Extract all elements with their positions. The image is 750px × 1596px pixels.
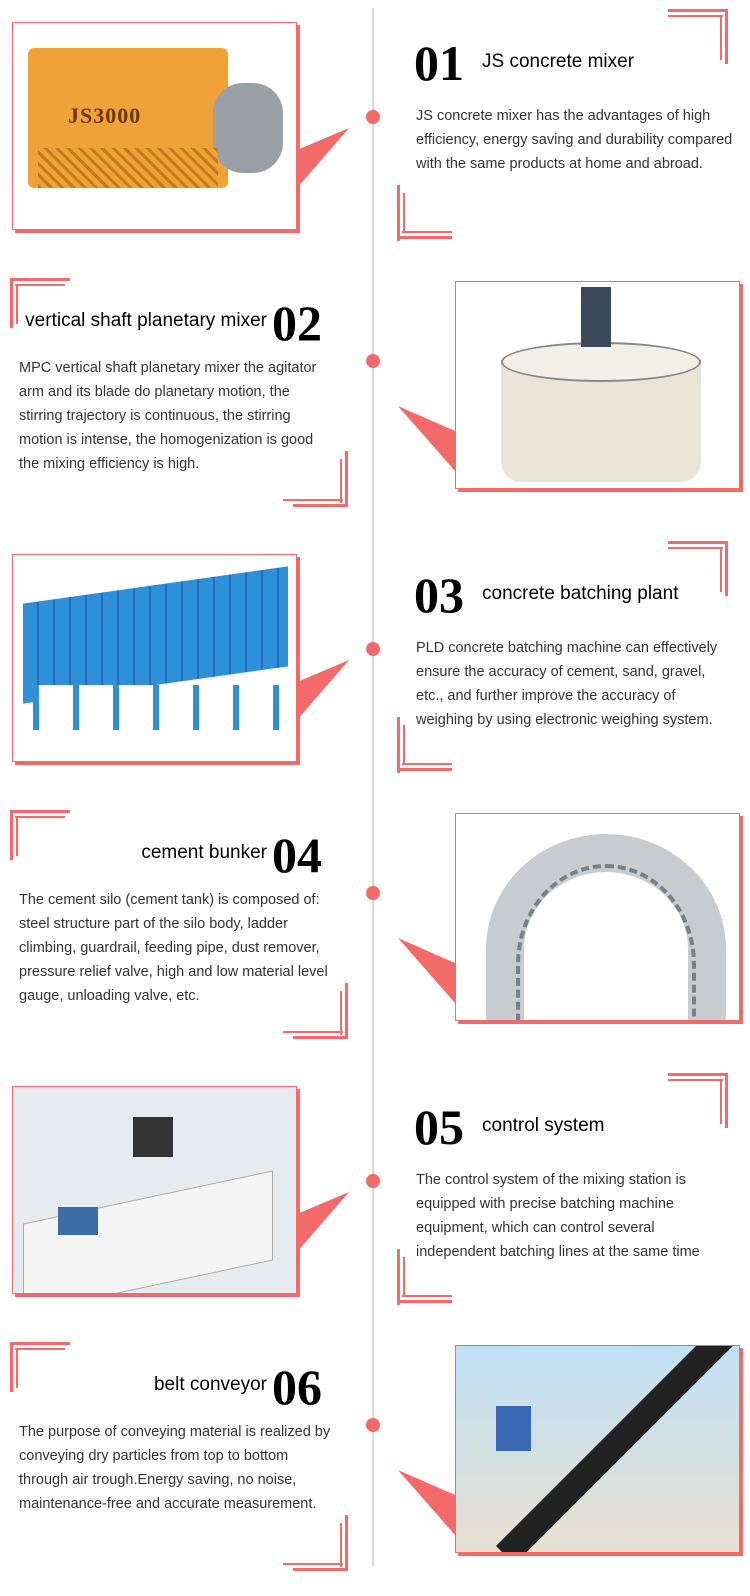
corner-decoration <box>10 808 68 864</box>
feature-section-06 <box>0 1330 750 1596</box>
feature-section-04 <box>0 798 750 1064</box>
timeline-dot <box>366 1418 380 1432</box>
corner-decoration <box>670 9 728 65</box>
pointer-arrow <box>297 1192 352 1262</box>
feature-section-01 <box>0 0 750 266</box>
product-image <box>12 22 297 230</box>
section-description: The control system of the mixing station is equipped with precise batching machine equipment, which can control several independent batching lines at the same time <box>416 1172 700 1260</box>
corner-decoration <box>290 983 348 1039</box>
section-title: concrete batching plant <box>482 583 679 604</box>
corner-decoration <box>670 541 728 597</box>
timeline-dot <box>366 354 380 368</box>
corner-decoration <box>290 1515 348 1571</box>
feature-section-05 <box>0 1064 750 1330</box>
corner-decoration <box>10 276 68 332</box>
pointer-arrow <box>398 371 456 471</box>
section-number: 01 <box>414 35 464 91</box>
section-number: 04 <box>272 827 322 883</box>
timeline-dot <box>366 110 380 124</box>
timeline-dot <box>366 642 380 656</box>
section-number: 06 <box>272 1359 322 1415</box>
feature-section-02 <box>0 266 750 532</box>
feature-section-03 <box>0 532 750 798</box>
timeline-dot <box>366 886 380 900</box>
pointer-arrow <box>398 903 456 1003</box>
section-description: The purpose of conveying material is realized by conveying dry particles from top to bottom through air trough.Energy saving, no noise, maintenance-free and accurate measurement. <box>19 1424 331 1512</box>
section-title: JS concrete mixer <box>482 51 635 72</box>
corner-decoration <box>397 185 455 241</box>
corner-decoration <box>397 1249 455 1305</box>
section-number: 05 <box>414 1099 464 1155</box>
corner-decoration <box>290 451 348 507</box>
corner-decoration <box>397 717 455 773</box>
image-label: JS3000 <box>68 103 142 128</box>
pointer-arrow <box>297 128 352 198</box>
corner-decoration <box>10 1340 68 1396</box>
section-title: vertical shaft planetary mixer <box>25 310 267 331</box>
timeline-dot <box>366 1174 380 1188</box>
product-image <box>12 554 297 762</box>
section-title: control system <box>482 1115 605 1136</box>
pointer-arrow <box>398 1435 456 1535</box>
section-title: cement bunker <box>141 842 267 863</box>
pointer-arrow <box>297 660 352 730</box>
section-number: 03 <box>414 567 464 623</box>
section-description: PLD concrete batching machine can effectively ensure the accuracy of cement, sand, gravel, etc., and further improve the accuracy of weighing by using electronic weighing system. <box>416 640 718 728</box>
product-image <box>455 1345 740 1553</box>
product-image <box>455 813 740 1021</box>
product-image <box>455 281 740 489</box>
section-description: The cement silo (cement tank) is composed of: steel structure part of the silo body, ladder climbing, guardrail, feeding pipe, dust remover, pressure relief valve, high and low material level gauge, unloading valve, etc. <box>19 892 328 1004</box>
section-title: belt conveyor <box>153 1374 267 1395</box>
product-image <box>12 1086 297 1294</box>
section-description: JS concrete mixer has the advantages of high efficiency, energy saving and durability compared with the same products at home and abroad. <box>416 108 733 172</box>
section-description: MPC vertical shaft planetary mixer the agitator arm and its blade do planetary motion, the stirring trajectory is continuous, the stirring motion is intense, the homogenization is good the mixing efficiency is high. <box>19 360 317 472</box>
corner-decoration <box>670 1073 728 1129</box>
section-number: 02 <box>272 295 322 351</box>
